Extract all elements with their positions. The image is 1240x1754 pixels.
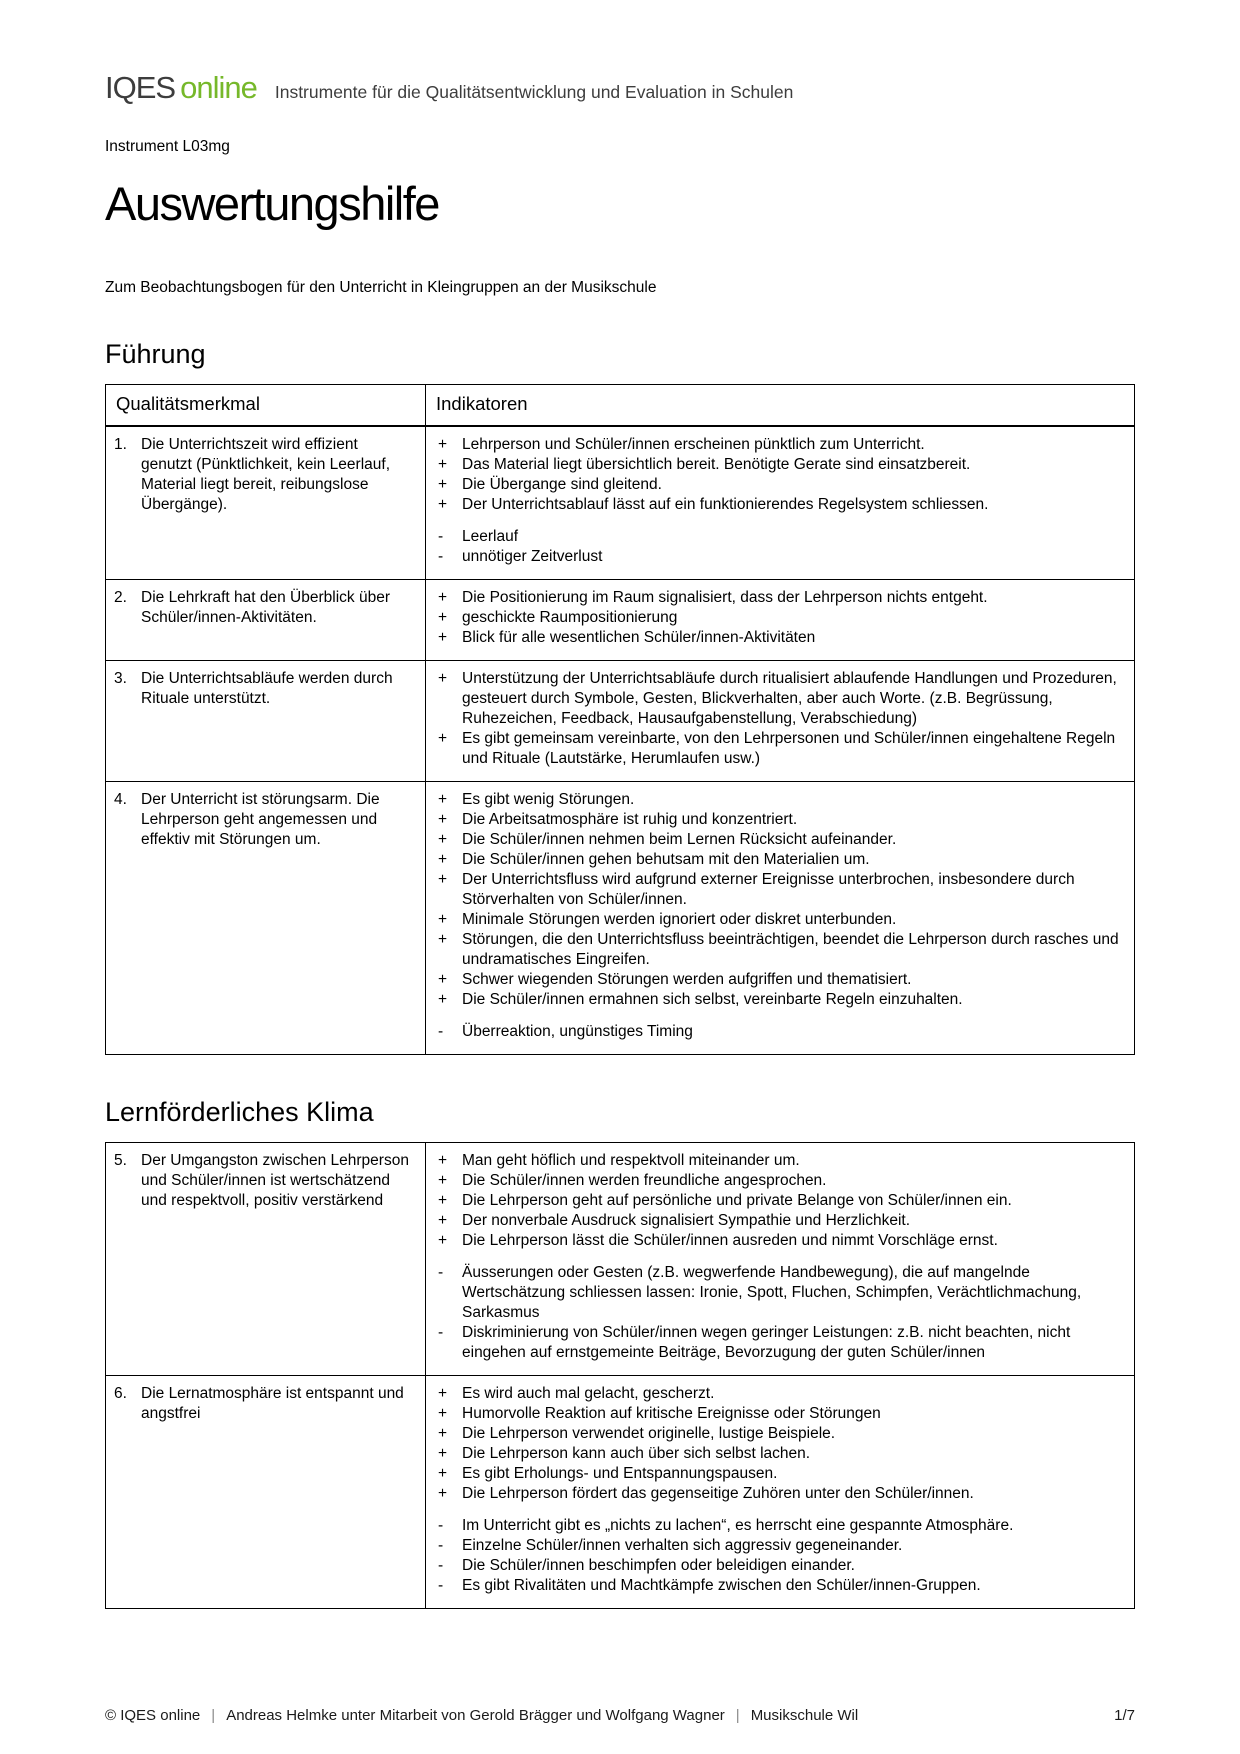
negatives-group xyxy=(438,527,1120,567)
brand-header xyxy=(105,70,1135,106)
positive-indicator xyxy=(438,970,1120,990)
minus-marker: - xyxy=(438,1537,444,1554)
indicator-text: Der Unterrichtsablauf lässt auf ein funktionierendes Regelsystem schliessen. xyxy=(462,496,989,513)
negative-indicator xyxy=(438,1576,1120,1596)
row-number: 6. xyxy=(114,1385,127,1402)
indicator-text: Es gibt gemeinsam vereinbarte, von den Lehrpersonen und Schüler/innen eingehaltene Regeln und Rituale (Lautstärke, Herumlaufen usw.) xyxy=(462,730,1116,767)
table-row xyxy=(106,426,1135,580)
indicator-text: Diskriminierung von Schüler/innen wegen geringer Leistungen: z.B. nicht beachten, nicht eingehen auf ernstgemeinte Beiträge, Bevorzugung der guten Schüler/innen xyxy=(462,1324,1071,1361)
indicator-text: Lehrperson und Schüler/innen erscheinen pünktlich zum Unterricht. xyxy=(462,436,925,453)
instrument-label: Instrument L03mg xyxy=(105,138,230,155)
positive-indicator xyxy=(438,455,1120,475)
plus-marker: + xyxy=(438,1152,448,1169)
plus-marker: + xyxy=(438,811,448,828)
positive-indicator xyxy=(438,870,1120,910)
plus-marker: + xyxy=(438,831,448,848)
row-number: 2. xyxy=(114,589,127,606)
section-heading: Lernförderliches Klima xyxy=(105,1097,374,1127)
plus-marker: + xyxy=(438,1485,448,1502)
positive-indicator xyxy=(438,850,1120,870)
positive-indicator xyxy=(438,729,1120,769)
plus-marker: + xyxy=(438,1192,448,1209)
indicator-text: Leerlauf xyxy=(462,528,519,545)
minus-marker: - xyxy=(438,1577,444,1594)
indicator-text: Die Lehrperson kann auch über sich selbst lachen. xyxy=(462,1445,811,1462)
iqes-logo xyxy=(105,70,257,106)
negatives-group xyxy=(438,1516,1120,1596)
quality-cell xyxy=(106,782,426,1055)
quality-text: Die Lehrkraft hat den Überblick über Schüler/innen-Aktivitäten. xyxy=(141,589,390,626)
plus-marker: + xyxy=(438,456,448,473)
plus-marker: + xyxy=(438,476,448,493)
plus-marker: + xyxy=(438,1172,448,1189)
plus-marker: + xyxy=(438,670,448,687)
indicator-text: Man geht höflich und respektvoll miteinander um. xyxy=(462,1152,800,1169)
indicator-text: Schwer wiegenden Störungen werden aufgriffen und thematisiert. xyxy=(462,971,912,988)
indicator-text: Die Schüler/innen ermahnen sich selbst, vereinbarte Regeln einzuhalten. xyxy=(462,991,963,1008)
minus-marker: - xyxy=(438,1517,444,1534)
plus-marker: + xyxy=(438,1212,448,1229)
indicator-cell xyxy=(426,661,1135,782)
minus-marker: - xyxy=(438,1264,444,1281)
indicator-text: Das Material liegt übersichtlich bereit. Benötigte Gerate sind einsatzbereit. xyxy=(462,456,971,473)
quality-text: Die Lernatmosphäre ist entspannt und angstfrei xyxy=(141,1385,404,1422)
quality-cell xyxy=(106,1143,426,1376)
negative-indicator xyxy=(438,1263,1120,1323)
quality-item xyxy=(114,669,411,709)
table-row xyxy=(106,782,1135,1055)
logo-iqes-text: IQES xyxy=(105,70,176,105)
quality-text: Die Unterrichtszeit wird effizient genutzt (Pünktlichkeit, kein Leerlauf, Material liegt bereit, reibungslose Übergänge). xyxy=(141,436,390,513)
quality-item xyxy=(114,588,411,628)
plus-marker: + xyxy=(438,1445,448,1462)
plus-marker: + xyxy=(438,931,448,948)
positive-indicator xyxy=(438,790,1120,810)
negatives-group xyxy=(438,1263,1120,1363)
plus-marker: + xyxy=(438,730,448,747)
negative-indicator xyxy=(438,1323,1120,1363)
quality-item xyxy=(114,435,411,515)
indicator-text: Im Unterricht gibt es „nichts zu lachen“, es herrscht eine gespannte Atmosphäre. xyxy=(462,1517,1014,1534)
plus-marker: + xyxy=(438,791,448,808)
positive-indicator xyxy=(438,669,1120,729)
negatives-group xyxy=(438,1022,1120,1042)
indicator-text: Minimale Störungen werden ignoriert oder diskret unterbunden. xyxy=(462,911,897,928)
negative-indicator xyxy=(438,1536,1120,1556)
footer-segment: © IQES online xyxy=(105,1707,201,1724)
negative-indicator xyxy=(438,527,1120,547)
plus-marker: + xyxy=(438,1385,448,1402)
quality-cell xyxy=(106,426,426,580)
plus-marker: + xyxy=(438,1465,448,1482)
positive-indicator xyxy=(438,1484,1120,1504)
indicator-text: Die Lehrperson fördert das gegenseitige Zuhören unter den Schüler/innen. xyxy=(462,1485,974,1502)
indicator-text: Einzelne Schüler/innen verhalten sich aggressiv gegeneinander. xyxy=(462,1537,903,1554)
positives-group xyxy=(438,1384,1120,1504)
indicator-text: Die Lehrperson lässt die Schüler/innen ausreden und nimmt Vorschläge ernst. xyxy=(462,1232,998,1249)
indicator-text: Der Unterrichtsfluss wird aufgrund externer Ereignisse unterbrochen, insbesondere durch Störverhalten von Schüler/innen. xyxy=(462,871,1075,908)
sections-container xyxy=(105,339,1135,1609)
plus-marker: + xyxy=(438,589,448,606)
table-row xyxy=(106,580,1135,661)
positives-group xyxy=(438,588,1120,648)
footer-credits xyxy=(105,1707,858,1724)
minus-marker: - xyxy=(438,528,444,545)
indicator-text: Unterstützung der Unterrichtsabläufe durch ritualisiert ablaufende Handlungen und Prozeduren, gesteuert durch Symbole, Gesten, Blickverhalten, aber auch Worte. (z.B. Begrüssung, Ruhezeichen, Feedback, Hausaufgabenstellung, Verabschiedung) xyxy=(462,670,1117,727)
footer-separator: | xyxy=(735,1707,740,1724)
plus-marker: + xyxy=(438,991,448,1008)
negative-indicator xyxy=(438,1556,1120,1576)
quality-cell xyxy=(106,661,426,782)
indicator-text: Die Schüler/innen beschimpfen oder beleidigen einander. xyxy=(462,1557,855,1574)
indicator-text: Humorvolle Reaktion auf kritische Ereignisse oder Störungen xyxy=(462,1405,881,1422)
indicator-text: geschickte Raumpositionierung xyxy=(462,609,678,626)
indicator-text: Blick für alle wesentlichen Schüler/innen-Aktivitäten xyxy=(462,629,816,646)
quality-text: Die Unterrichtsabläufe werden durch Rituale unterstützt. xyxy=(141,670,393,707)
row-number: 4. xyxy=(114,791,127,808)
positive-indicator xyxy=(438,435,1120,455)
quality-item xyxy=(114,1384,411,1424)
positive-indicator xyxy=(438,588,1120,608)
plus-marker: + xyxy=(438,1425,448,1442)
table-row xyxy=(106,661,1135,782)
indicator-text: Die Schüler/innen werden freundliche angesprochen. xyxy=(462,1172,827,1189)
quality-cell xyxy=(106,580,426,661)
column-header-quality: Qualitätsmerkmal xyxy=(106,385,426,427)
positive-indicator xyxy=(438,1191,1120,1211)
indicator-text: Die Arbeitsatmosphäre ist ruhig und konzentriert. xyxy=(462,811,798,828)
indicator-text: Die Lehrperson geht auf persönliche und private Belange von Schüler/innen ein. xyxy=(462,1192,1012,1209)
indicator-text: Der nonverbale Ausdruck signalisiert Sympathie und Herzlichkeit. xyxy=(462,1212,910,1229)
positive-indicator xyxy=(438,1231,1120,1251)
quality-cell xyxy=(106,1376,426,1609)
positives-group xyxy=(438,790,1120,1010)
plus-marker: + xyxy=(438,1232,448,1249)
positive-indicator xyxy=(438,930,1120,970)
positive-indicator xyxy=(438,990,1120,1010)
footer-segment: Musikschule Wil xyxy=(750,1707,859,1724)
plus-marker: + xyxy=(438,1405,448,1422)
positive-indicator xyxy=(438,1211,1120,1231)
positive-indicator xyxy=(438,810,1120,830)
positive-indicator xyxy=(438,1424,1120,1444)
table-row xyxy=(106,1143,1135,1376)
indicator-text: Es gibt Rivalitäten und Machtkämpfe zwischen den Schüler/innen-Gruppen. xyxy=(462,1577,981,1594)
minus-marker: - xyxy=(438,1557,444,1574)
indicator-text: Die Schüler/innen nehmen beim Lernen Rücksicht aufeinander. xyxy=(462,831,897,848)
indicator-cell xyxy=(426,782,1135,1055)
indicator-text: unnötiger Zeitverlust xyxy=(462,548,603,565)
indicator-text: Es wird auch mal gelacht, gescherzt. xyxy=(462,1385,715,1402)
subtitle: Zum Beobachtungsbogen für den Unterricht in Kleingruppen an der Musikschule xyxy=(105,279,657,296)
negative-indicator xyxy=(438,1022,1120,1042)
positive-indicator xyxy=(438,1151,1120,1171)
page-footer xyxy=(105,1707,1135,1724)
indicator-text: Störungen, die den Unterrichtsfluss beeinträchtigen, beendet die Lehrperson durch rasches und undramatisches Eingreifen. xyxy=(462,931,1119,968)
quality-text: Der Unterricht ist störungsarm. Die Lehrperson geht angemessen und effektiv mit Störungen um. xyxy=(141,791,380,848)
positive-indicator xyxy=(438,1384,1120,1404)
quality-item xyxy=(114,790,411,850)
footer-separator: | xyxy=(211,1707,216,1724)
indicator-text: Überreaktion, ungünstiges Timing xyxy=(462,1023,693,1040)
plus-marker: + xyxy=(438,871,448,888)
logo-online-text: online xyxy=(180,70,257,105)
indicator-text: Die Übergange sind gleitend. xyxy=(462,476,662,493)
indicator-text: Äusserungen oder Gesten (z.B. wegwerfende Handbewegung), die auf mangelnde Wertschätzung schliessen lassen: Ironie, Spott, Fluchen, Schimpfen, Verächtlichmachung, Sarkasmus xyxy=(462,1264,1082,1321)
indicator-text: Die Schüler/innen gehen behutsam mit den Materialien um. xyxy=(462,851,870,868)
positive-indicator xyxy=(438,495,1120,515)
minus-marker: - xyxy=(438,548,444,565)
row-number: 3. xyxy=(114,670,127,687)
page-number: 1/7 xyxy=(1114,1707,1135,1724)
indicator-cell xyxy=(426,426,1135,580)
criteria-table xyxy=(105,1142,1135,1609)
positive-indicator xyxy=(438,910,1120,930)
section-heading: Führung xyxy=(105,339,206,369)
page-title: Auswertungshilfe xyxy=(105,177,439,230)
positive-indicator xyxy=(438,628,1120,648)
positive-indicator xyxy=(438,1464,1120,1484)
negative-indicator xyxy=(438,1516,1120,1536)
brand-tagline: Instrumente für die Qualitätsentwicklung und Evaluation in Schulen xyxy=(274,82,794,102)
plus-marker: + xyxy=(438,496,448,513)
criteria-table xyxy=(105,384,1135,1055)
indicator-cell xyxy=(426,580,1135,661)
indicator-cell xyxy=(426,1143,1135,1376)
quality-item xyxy=(114,1151,411,1211)
plus-marker: + xyxy=(438,851,448,868)
positive-indicator xyxy=(438,830,1120,850)
indicator-text: Die Lehrperson verwendet originelle, lustige Beispiele. xyxy=(462,1425,836,1442)
indicator-text: Es gibt wenig Störungen. xyxy=(462,791,635,808)
positive-indicator xyxy=(438,1444,1120,1464)
column-header-indicators: Indikatoren xyxy=(426,385,1135,427)
positives-group xyxy=(438,435,1120,515)
positives-group xyxy=(438,1151,1120,1251)
positive-indicator xyxy=(438,608,1120,628)
plus-marker: + xyxy=(438,971,448,988)
row-number: 5. xyxy=(114,1152,127,1169)
table-row xyxy=(106,1376,1135,1609)
row-number: 1. xyxy=(114,436,127,453)
plus-marker: + xyxy=(438,436,448,453)
quality-text: Der Umgangston zwischen Lehrperson und Schüler/innen ist wertschätzend und respektvoll, positiv verstärkend xyxy=(141,1152,409,1209)
table-header-row xyxy=(106,385,1135,427)
positive-indicator xyxy=(438,1171,1120,1191)
positive-indicator xyxy=(438,1404,1120,1424)
positives-group xyxy=(438,669,1120,769)
indicator-text: Es gibt Erholungs- und Entspannungspausen. xyxy=(462,1465,778,1482)
positive-indicator xyxy=(438,475,1120,495)
footer-segment: Andreas Helmke unter Mitarbeit von Gerold Brägger und Wolfgang Wagner xyxy=(226,1707,725,1724)
plus-marker: + xyxy=(438,609,448,626)
indicator-text: Die Positionierung im Raum signalisiert, dass der Lehrperson nichts entgeht. xyxy=(462,589,988,606)
indicator-cell xyxy=(426,1376,1135,1609)
minus-marker: - xyxy=(438,1023,444,1040)
plus-marker: + xyxy=(438,629,448,646)
negative-indicator xyxy=(438,547,1120,567)
plus-marker: + xyxy=(438,911,448,928)
minus-marker: - xyxy=(438,1324,444,1341)
